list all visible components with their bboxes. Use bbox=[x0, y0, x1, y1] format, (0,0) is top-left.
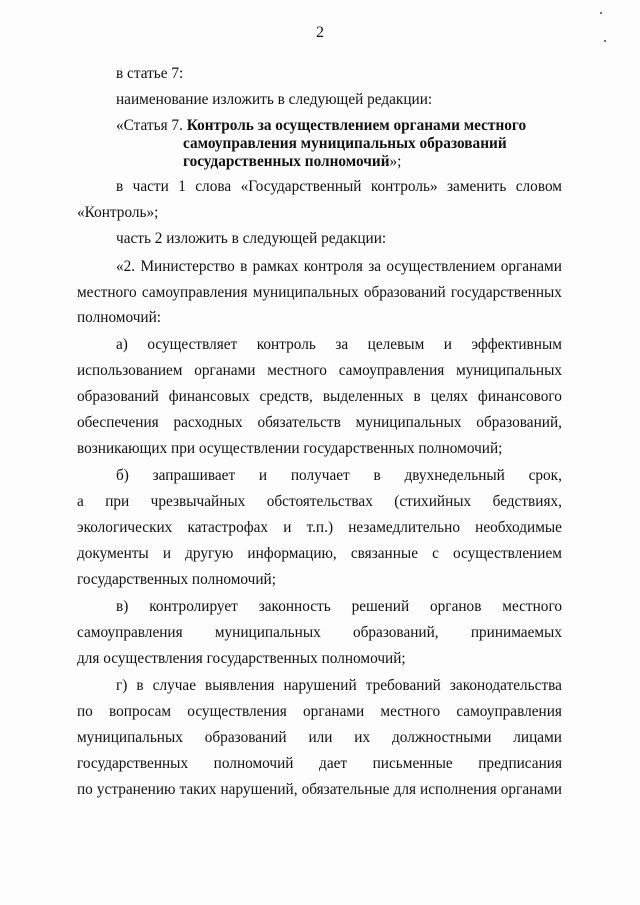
word: и bbox=[258, 467, 268, 484]
word: дает bbox=[319, 755, 348, 772]
word: самоуправления bbox=[77, 624, 183, 641]
text-line: государственных полномочий; bbox=[77, 571, 276, 588]
word: целях bbox=[430, 388, 468, 405]
article-heading-line: самоуправления муниципальных образований bbox=[183, 135, 507, 152]
word: заменить bbox=[447, 178, 507, 195]
word: чрезвычайных bbox=[150, 493, 246, 510]
word: письменные bbox=[372, 755, 453, 772]
word: слова bbox=[195, 178, 232, 195]
word: самоуправления bbox=[141, 284, 248, 301]
word: экологических bbox=[77, 519, 173, 536]
word: расходных bbox=[173, 414, 243, 431]
word: получает bbox=[290, 467, 350, 484]
text-line bbox=[116, 677, 562, 695]
word: за bbox=[335, 336, 349, 353]
word: необходимые bbox=[475, 519, 562, 536]
word: местного bbox=[502, 598, 562, 615]
text-line bbox=[77, 624, 562, 642]
word: органами bbox=[500, 781, 562, 798]
word: образований bbox=[77, 388, 159, 405]
word: в bbox=[136, 677, 144, 694]
word: образований bbox=[204, 729, 287, 746]
word: срок, bbox=[528, 467, 562, 484]
text-line bbox=[77, 703, 562, 721]
word: с bbox=[432, 545, 439, 562]
word: документы bbox=[77, 545, 149, 562]
word: выявления bbox=[205, 677, 275, 694]
text-line bbox=[116, 178, 562, 196]
word: в) bbox=[116, 598, 129, 615]
word: органов bbox=[430, 598, 482, 615]
word: и bbox=[443, 336, 452, 353]
text-line: часть 2 изложить в следующей редакции: bbox=[116, 230, 387, 247]
scan-speck bbox=[604, 40, 606, 42]
word: финансовых bbox=[168, 388, 250, 405]
word: муниципальных bbox=[355, 414, 462, 431]
word: образований bbox=[363, 284, 446, 301]
word: осуществлением bbox=[386, 258, 496, 275]
word: контроля bbox=[303, 258, 363, 275]
word: самоуправления bbox=[456, 703, 562, 720]
word: в bbox=[413, 388, 421, 405]
text-line bbox=[77, 729, 562, 747]
word: за bbox=[368, 258, 382, 275]
word: словом bbox=[515, 178, 562, 195]
word: местного bbox=[380, 703, 441, 720]
word: предписания bbox=[478, 755, 562, 772]
word: катастрофах bbox=[187, 519, 269, 536]
word: самоуправления bbox=[338, 362, 445, 379]
word: двухнедельный bbox=[404, 467, 505, 484]
text-line: возникающих при осуществлении государственных полномочий; bbox=[77, 440, 503, 457]
word: полномочий bbox=[213, 755, 294, 772]
text-line bbox=[77, 519, 562, 537]
text-line bbox=[77, 755, 562, 773]
word: при bbox=[105, 493, 130, 510]
text-line bbox=[77, 781, 562, 799]
word: местного bbox=[267, 362, 327, 379]
word: их bbox=[354, 729, 371, 746]
word: использованием bbox=[77, 362, 183, 379]
word: нарушений bbox=[283, 677, 357, 694]
article-heading-tail: государственных полномочий bbox=[183, 153, 390, 170]
word: для bbox=[393, 781, 416, 798]
article-heading-close: »; bbox=[389, 153, 402, 170]
word: Министерство bbox=[140, 258, 235, 275]
scan-speck bbox=[600, 12, 602, 14]
word: законодательства bbox=[449, 677, 562, 694]
word: таких bbox=[179, 781, 217, 798]
word: эффективным bbox=[471, 336, 562, 353]
word: в bbox=[116, 178, 124, 195]
text-line bbox=[77, 414, 562, 432]
word: б) bbox=[116, 467, 129, 484]
word: по bbox=[77, 781, 93, 798]
word: муниципальных bbox=[252, 284, 359, 301]
word: местного bbox=[77, 284, 137, 301]
word: требований bbox=[365, 677, 441, 694]
word: и bbox=[283, 519, 292, 536]
word: части bbox=[132, 178, 169, 195]
word: органами bbox=[303, 703, 365, 720]
word: запрашивает bbox=[152, 467, 236, 484]
text-line bbox=[116, 258, 562, 276]
word: осуществляет bbox=[147, 336, 238, 353]
word: а bbox=[77, 493, 84, 510]
word: муниципальных bbox=[456, 362, 562, 379]
word: выделенных bbox=[322, 388, 404, 405]
word: нарушений, bbox=[220, 781, 298, 798]
word: контроль» bbox=[370, 178, 438, 195]
word: по bbox=[77, 703, 93, 720]
word: и bbox=[162, 545, 171, 562]
text-line: «Контроль»; bbox=[77, 204, 159, 221]
word: обязательные bbox=[301, 781, 390, 798]
word: незамедлительно bbox=[348, 519, 460, 536]
word: органами bbox=[500, 258, 562, 275]
word: контролирует bbox=[149, 598, 238, 615]
word: обстоятельствах bbox=[266, 493, 373, 510]
word: или bbox=[308, 729, 333, 746]
word: (стихийных bbox=[394, 493, 472, 510]
word: органами bbox=[194, 362, 256, 379]
article-heading-title: Контроль за осуществлением органами местного bbox=[186, 117, 527, 134]
word: муниципальных bbox=[77, 729, 183, 746]
word: другую bbox=[185, 545, 234, 562]
word: г) bbox=[116, 677, 128, 694]
article-heading-line bbox=[183, 153, 401, 171]
word: в bbox=[240, 258, 248, 275]
word: устранению bbox=[96, 781, 176, 798]
text-line bbox=[77, 545, 562, 563]
word: принимаемых bbox=[470, 624, 562, 641]
word: образований, bbox=[476, 414, 562, 431]
word: 1 bbox=[178, 178, 186, 195]
word: вопросам bbox=[109, 703, 172, 720]
text-line bbox=[77, 362, 562, 380]
word: муниципальных bbox=[214, 624, 321, 641]
text-line bbox=[77, 388, 562, 406]
word: а) bbox=[116, 336, 128, 353]
word: контроль bbox=[256, 336, 316, 353]
word: осуществления bbox=[187, 703, 287, 720]
article-heading-number: «Статья 7. bbox=[116, 117, 183, 134]
text-line: наименование изложить в следующей редакции: bbox=[116, 91, 433, 108]
word: средств, bbox=[259, 388, 313, 405]
text-line bbox=[116, 598, 562, 616]
word: образований, bbox=[352, 624, 439, 641]
word: рамках bbox=[252, 258, 299, 275]
text-line: полномочий: bbox=[77, 309, 162, 326]
text-line bbox=[77, 284, 562, 302]
text-line bbox=[116, 467, 562, 485]
word: обязательств bbox=[257, 414, 341, 431]
word: целевым bbox=[367, 336, 425, 353]
word: государственных bbox=[77, 755, 189, 772]
word: обеспечения bbox=[77, 414, 159, 431]
word: законность bbox=[258, 598, 331, 615]
text-line: в статье 7: bbox=[116, 65, 184, 82]
word: бедствиях, bbox=[492, 493, 562, 510]
word: должностными bbox=[391, 729, 492, 746]
word: «Государственный bbox=[240, 178, 362, 195]
text-line bbox=[116, 336, 562, 354]
text-line: для осуществления государственных полномочий; bbox=[77, 650, 406, 667]
word: исполнения bbox=[420, 781, 497, 798]
word: государственных bbox=[450, 284, 562, 301]
text-line bbox=[77, 493, 562, 511]
word: финансового bbox=[477, 388, 562, 405]
article-heading bbox=[116, 117, 526, 135]
word: информацию, bbox=[247, 545, 337, 562]
page-number: 2 bbox=[316, 24, 324, 41]
word: решений bbox=[351, 598, 410, 615]
word: лицами bbox=[513, 729, 562, 746]
word: в bbox=[373, 467, 381, 484]
word: случае bbox=[152, 677, 197, 694]
word: «2. bbox=[116, 258, 136, 275]
word: т.п.) bbox=[306, 519, 334, 536]
word: осуществлением bbox=[452, 545, 562, 562]
word: связанные bbox=[350, 545, 418, 562]
